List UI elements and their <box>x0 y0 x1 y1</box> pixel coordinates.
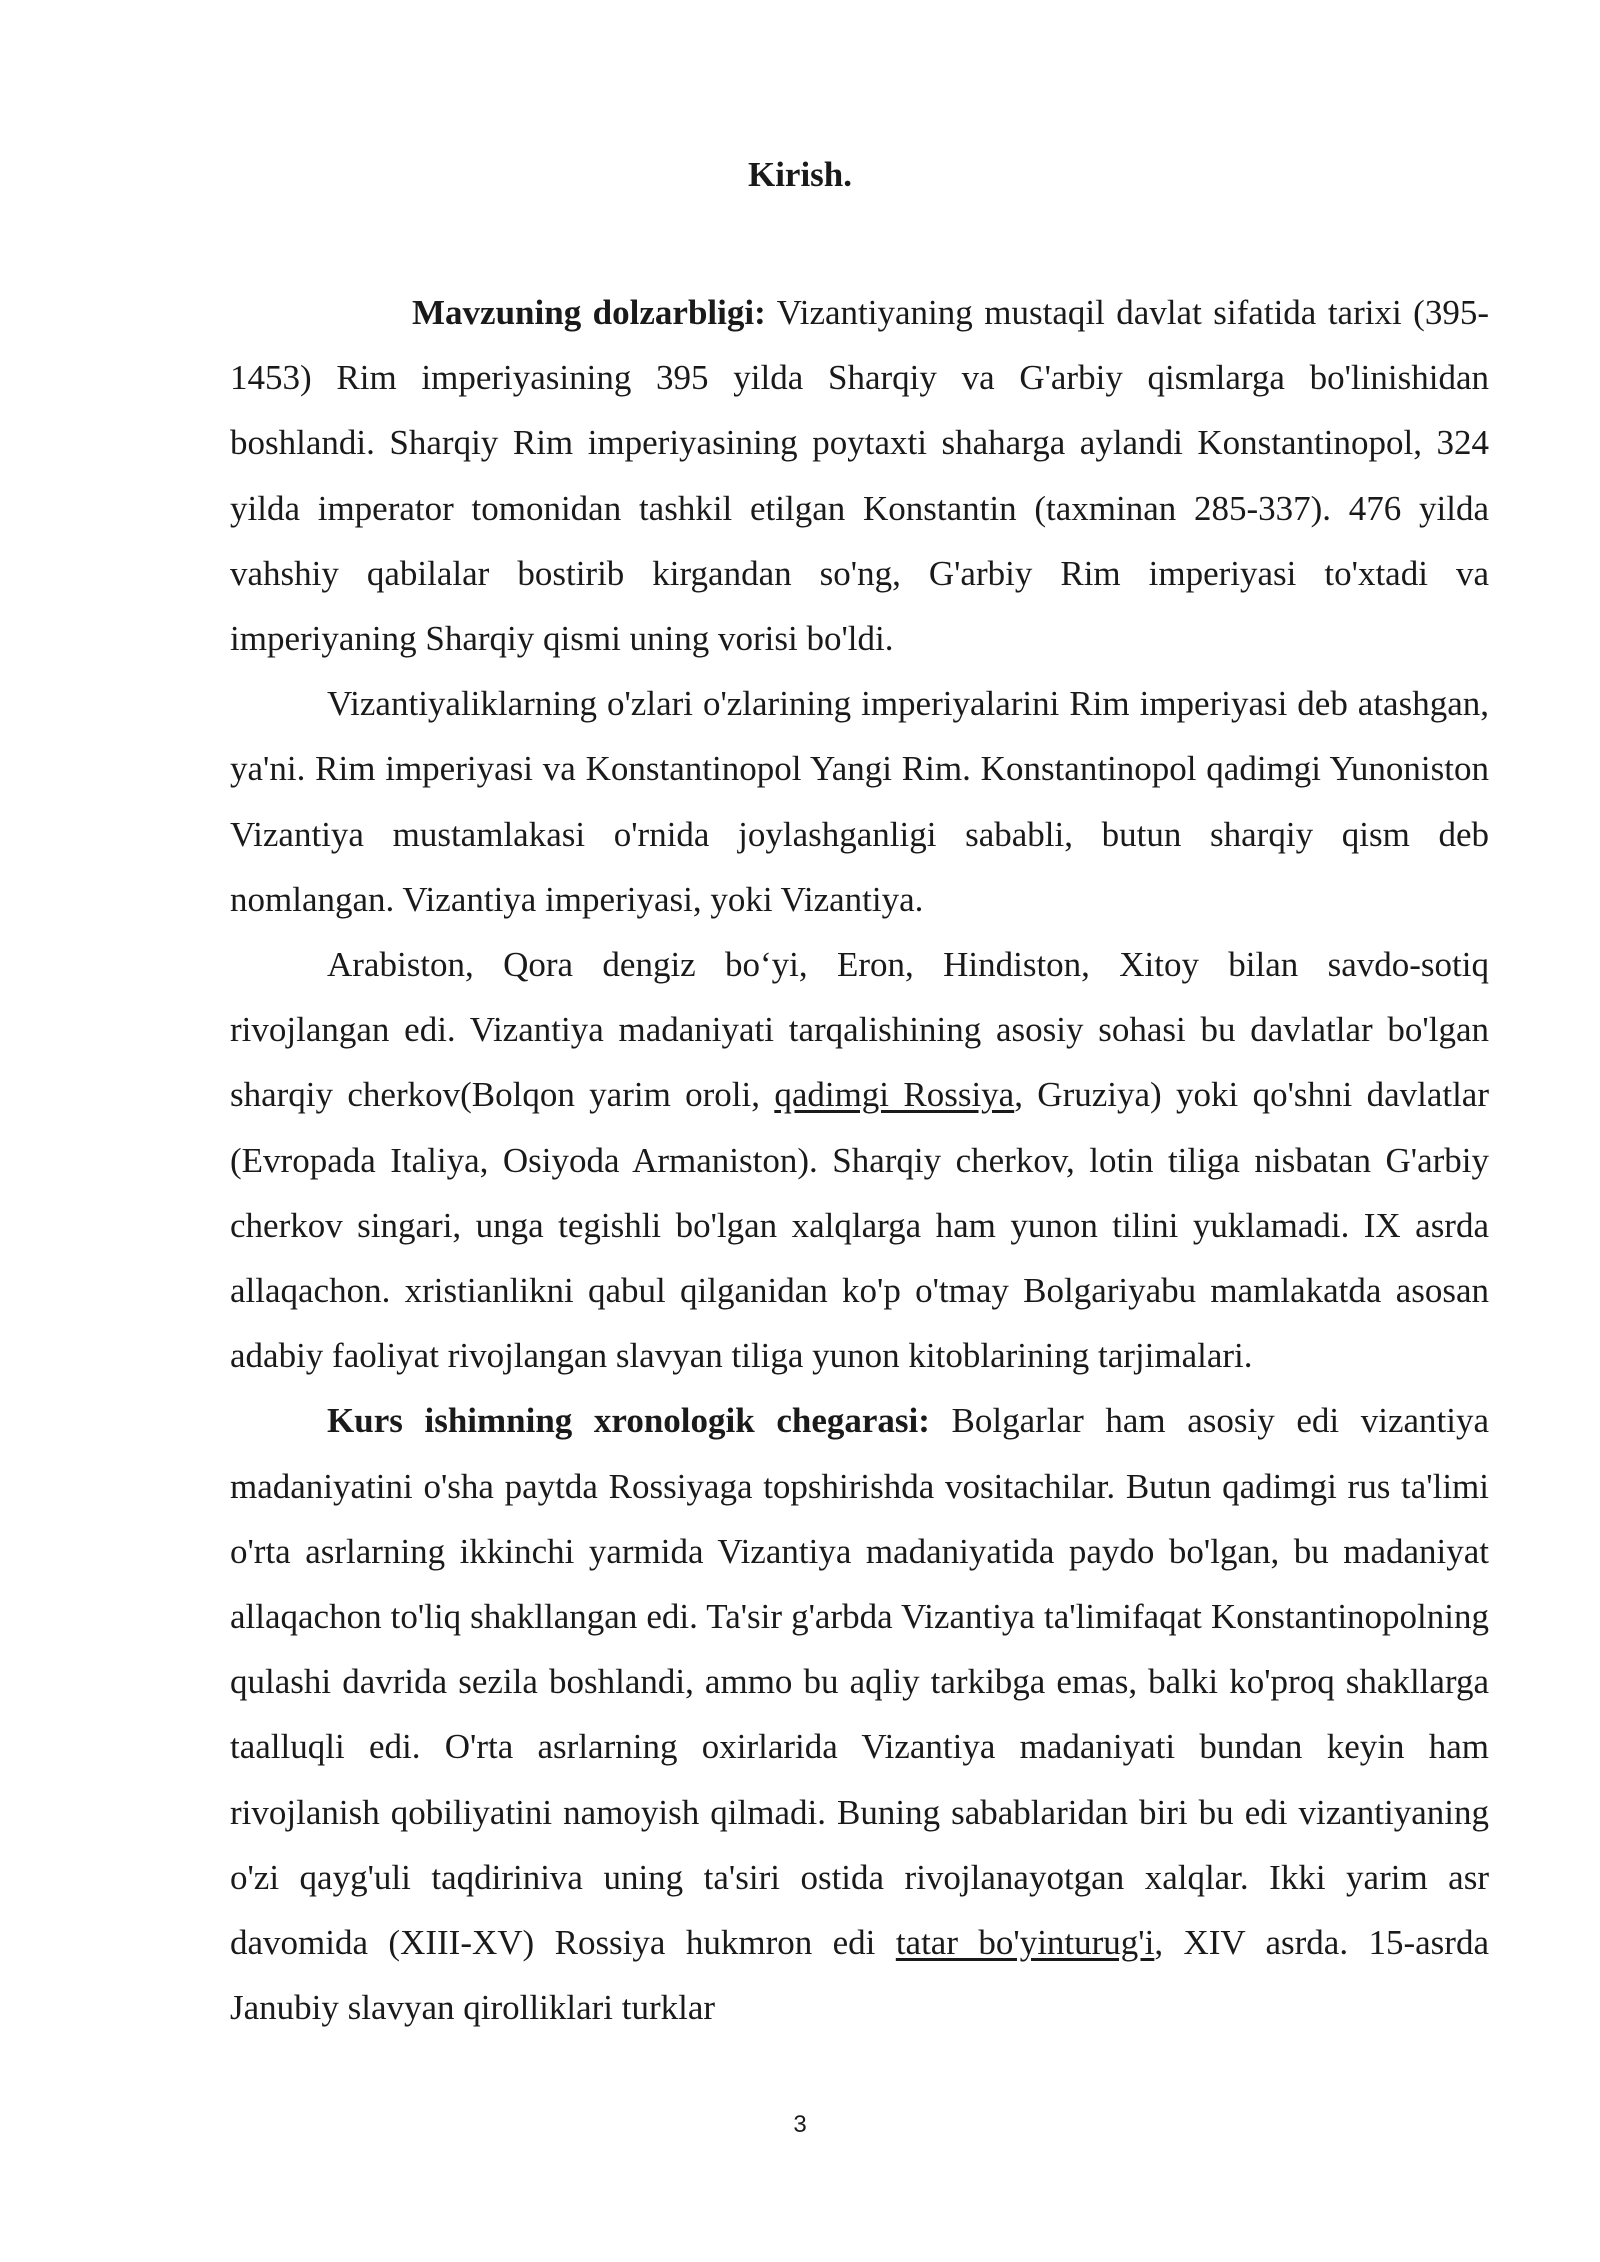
link-tatar-boyinturugi[interactable]: tatar bo'yinturug'i <box>895 1923 1155 1963</box>
link-qadimgi-rossiya[interactable]: qadimgi Rossiya <box>774 1075 1015 1115</box>
paragraph-text: Vizantiyaliklarning o'zlari o'zlarining imperiyalarini Rim imperiyasi deb atashgan, ya'ni. Rim imperiyasi va Konstantinopol Yangi Rim. Konstantinopol qadimgi Yunoniston Vizantiya mustamlakasi o'rnida joylashganligi sababli, butun sharqiy qism deb nomlangan. Vizantiya imperiyasi, yoki Vizantiya. <box>230 684 1489 919</box>
paragraph-chronology <box>230 1388 1489 2040</box>
paragraph-trade <box>230 932 1489 1388</box>
page-number: 3 <box>793 2111 807 2138</box>
paragraph-heading: Kurs ishimning xronologik chegarasi: <box>327 1401 930 1441</box>
paragraph-text: , XIV asrda. 15-asrda Janubiy slavyan qirolliklari turklar <box>230 1923 1489 2028</box>
page-title: Kirish. <box>747 155 853 194</box>
paragraph-text: Arabiston, Qora dengiz bo‘yi, Eron, Hindiston, Xitoy bilan savdo-sotiq rivojlangan edi. Vizantiya madaniyati tarqalishining asosiy sohasi bu davlatlar bo'lgan sharqiy cherkov(Bolqon yarim oroli, <box>230 945 1489 1115</box>
paragraph-byzantine-names <box>230 671 1489 932</box>
paragraph-text: , Gruziya) yoki qo'shni davlatlar (Evropada Italiya, Osiyoda Armaniston). Sharqiy cherkov, lotin tiliga nisbatan G'arbiy cherkov singari, unga tegishli bo'lgan xalqlarga ham yunon tilini yuklamadi. IX asrda allaqachon. xristianlikni qabul qilganidan ko'p o'tmay Bolgariyabu mamlakatda asosan adabiy faoliyat rivojlangan slavyan tiliga yunon kitoblarining tarjimalari. <box>230 1075 1489 1376</box>
paragraph-text: Vizantiyaning mustaqil davlat sifatida tarixi (395-1453) Rim imperiyasining 395 yilda Sharqiy va G'arbiy qismlarga bo'linishidan boshlandi. Sharqiy Rim imperiyasining poytaxti shaharga aylandi Konstantinopol, 324 yilda imperator tomonidan tashkil etilgan Konstantin (taxminan 285-337). 476 yilda vahshiy qabilalar bostirib kirgandan so'ng, G'arbiy Rim imperiyasi to'xtadi va imperiyaning Sharqiy qismi uning vorisi bo'ldi. <box>230 293 1489 659</box>
paragraph-heading: Mavzuning dolzarbligi: <box>412 293 766 332</box>
document-body <box>230 280 1489 2040</box>
paragraph-relevance <box>230 280 1489 671</box>
paragraph-text: Bolgarlar ham asosiy edi vizantiya madaniyatini o'sha paytda Rossiyaga topshirishda vositachilar. Butun qadimgi rus ta'limi o'rta asrlarning ikkinchi yarmida Vizantiya madaniyatida paydo bo'lgan, bu madaniyat allaqachon to'liq shakllangan edi. Ta'sir g'arbda Vizantiya ta'limifaqat Konstantinopolning qulashi davrida sezila boshlandi, ammo bu aqliy tarkibga emas, balki ko'proq shakllarga taalluqli edi. O'rta asrlarning oxirlarida Vizantiya madaniyati bundan keyin ham rivojlanish qobiliyatini namoyish qilmadi. Buning sabablaridan biri bu edi vizantiyaning o'zi qayg'uli taqdiriniva uning ta'siri ostida rivojlanayotgan xalqlar. Ikki yarim asr davomida (XIII-XV) Rossiya hukmron edi <box>230 1401 1490 1963</box>
